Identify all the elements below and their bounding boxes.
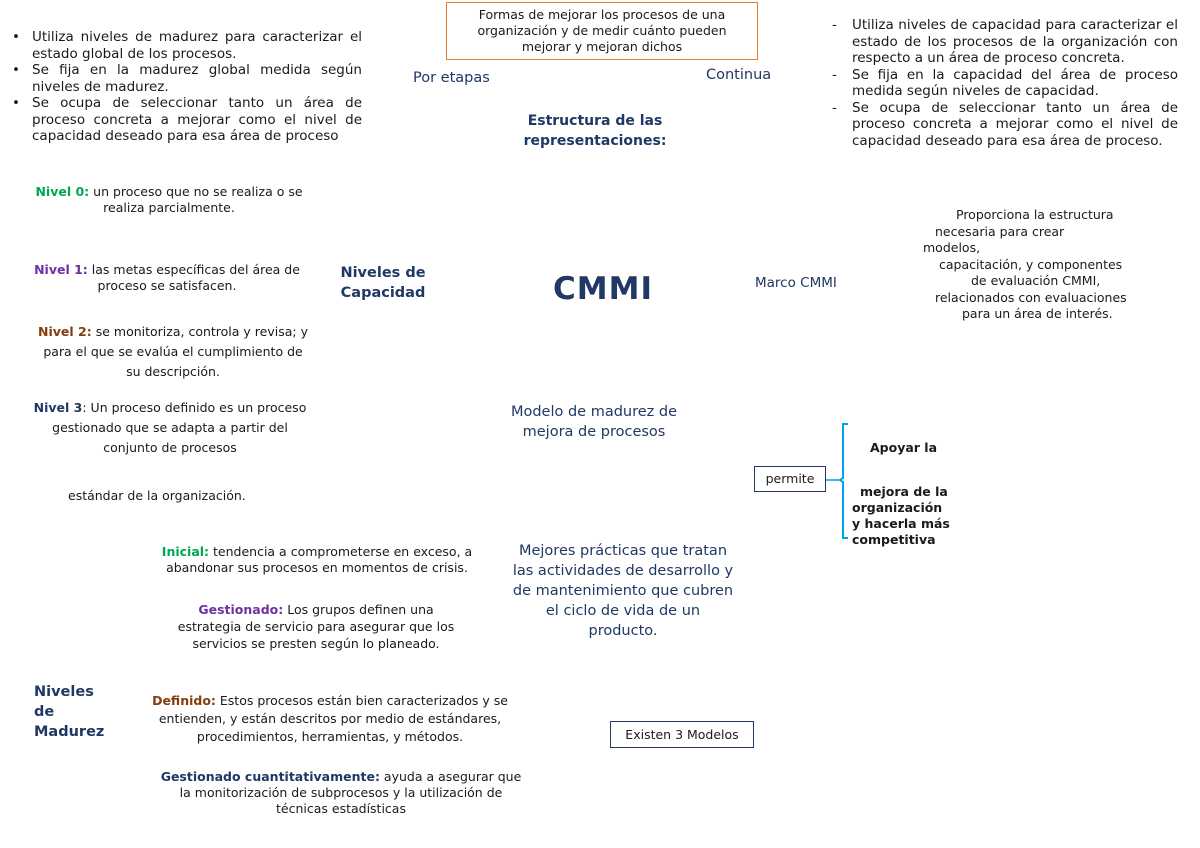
staged-bullet: • Utiliza niveles de madurez para caracterizar el estado global de los procesos. — [12, 29, 362, 62]
continuous-bullets — [830, 17, 1178, 149]
staged-label: Por etapas — [413, 70, 490, 86]
goal-text: Apoyar la mejora de la organización y hacerla más competitiva — [852, 440, 950, 547]
definition-box — [446, 2, 758, 60]
best-practices-text: Mejores prácticas que tratan las actividades de desarrollo y de mantenimiento que cubren el ciclo de vida de un producto. — [512, 543, 734, 639]
staged-bullet: • Se fija en la madurez global medida según niveles de madurez. — [12, 62, 362, 95]
capability-levels-title: Niveles de Capacidad — [340, 265, 426, 301]
framework-label: Marco CMMI — [755, 275, 837, 291]
maturity-level-initial: Inicial: tendencia a comprometerse en exceso, a abandonar sus procesos en momentos de crisis. — [161, 544, 473, 575]
framework-description: Proporciona la estructura necesaria para crear modelos, capacitación, y componentes de evaluación CMMI, relacionados con evaluaciones para un área de interés. — [923, 207, 1127, 321]
maturity-level-managed: Gestionado: Los grupos definen una estrategia de servicio para asegurar que los servicios se presten según lo planeado. — [177, 602, 455, 651]
curly-bracket — [840, 424, 848, 538]
capability-level-3: Nivel 3: Un proceso definido es un proceso gestionado que se adapta a partir del conjunto de procesos — [33, 400, 307, 455]
continuous-bullet: - Se ocupa de seleccionar tanto un área de proceso concreta a mejorar como el nivel de capacidad deseado para esa área de proceso. — [832, 99, 1178, 149]
staged-bullet: • Se ocupa de seleccionar tanto un área de proceso concreta a mejorar como el nivel de capacidad deseado para esa área de proceso — [12, 95, 362, 144]
capability-level-1: Nivel 1: las metas específicas del área de proceso se satisfacen. — [34, 262, 300, 293]
capability-level-3-continued: estándar de la organización. — [68, 488, 246, 503]
capability-level-0: Nivel 0: un proceso que no se realiza o se realiza parcialmente. — [35, 184, 303, 215]
models-box: Existen 3 Modelos — [610, 721, 754, 748]
capability-level-2: Nivel 2: se monitoriza, controla y revisa; y para el que se evalúa el cumplimiento de su descripción. — [38, 324, 308, 379]
continuous-bullet: - Se fija en la capacidad del área de proceso medida según niveles de capacidad. — [832, 66, 1178, 99]
continuous-label: Continua — [706, 67, 772, 83]
maturity-levels-title: Niveles de Madurez — [34, 684, 105, 740]
maturity-model-label: Modelo de madurez de mejora de procesos — [510, 404, 678, 440]
bracket-connector — [826, 420, 852, 544]
cmmi-title: CMMI — [553, 271, 653, 307]
staged-bullets — [10, 29, 362, 145]
definition-text: Formas de mejorar los procesos de una organización y de medir cuánto pueden mejorar y mejoran dichos — [477, 7, 727, 54]
structure-title: Estructura de las representaciones: — [523, 113, 667, 149]
maturity-level-quantitative: Gestionado cuantitativamente: ayuda a asegurar que la monitorización de subprocesos y la utilización de técnicas estadísticas — [160, 769, 522, 816]
continuous-bullet: - Utiliza niveles de capacidad para caracterizar el estado de los procesos de la organización con respecto a un área de proceso concreta. — [832, 17, 1178, 66]
maturity-level-defined: Definido: Estos procesos están bien caracterizados y se entienden, y están descritos por medio de estándares, procedimientos, herramientas, y métodos. — [152, 693, 508, 744]
permite-box: permite — [754, 466, 826, 492]
